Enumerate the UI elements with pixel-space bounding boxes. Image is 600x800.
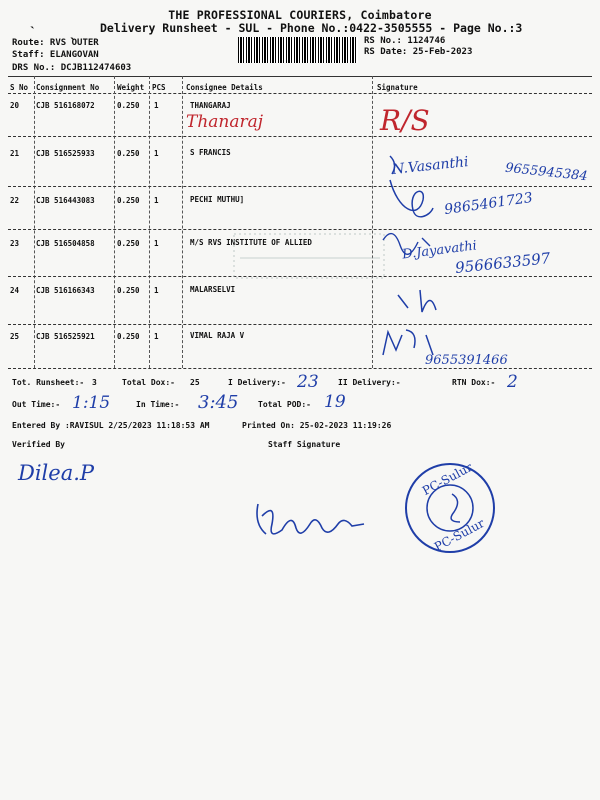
row-consignment: CJB 516443083 bbox=[36, 196, 95, 205]
total-pod-label: Total POD:- bbox=[258, 400, 311, 409]
handwritten-name: Thanaraj bbox=[186, 112, 264, 132]
row-consignment: CJB 516166343 bbox=[36, 286, 95, 295]
row-weight: 0.250 bbox=[117, 196, 140, 205]
row-pcs: 1 bbox=[154, 286, 159, 295]
stamp-bottom-text: PC-Sulur bbox=[431, 516, 487, 554]
row-sno: 22 bbox=[10, 196, 20, 205]
in-time-value: 3:45 bbox=[198, 392, 239, 413]
staff-signature-label: Staff Signature bbox=[268, 440, 341, 449]
signature-mark: R/S bbox=[380, 104, 430, 137]
row-sno: 20 bbox=[10, 101, 20, 110]
row-consignee: S FRANCIS bbox=[190, 148, 231, 157]
row-consignee: VIMAL RAJA V bbox=[190, 331, 245, 340]
verified-signature: Dilea.P bbox=[18, 461, 95, 485]
drs-number: DRS No.: DCJB112474603 bbox=[12, 63, 132, 73]
row-consignee: M/S RVS INSTITUTE OF ALLIED bbox=[190, 238, 312, 247]
row-divider bbox=[8, 136, 592, 137]
staff-label: Staff: ELANGOVAN bbox=[12, 50, 99, 60]
row-sno: 21 bbox=[10, 149, 20, 158]
tick-mark: ˋ ˎ bbox=[30, 24, 77, 40]
row-consignment: CJB 516168072 bbox=[36, 101, 95, 110]
printed-on: Printed On: 25-02-2023 11:19:26 bbox=[242, 421, 392, 430]
signature-name: N.Vasanthi bbox=[391, 154, 470, 178]
i-delivery-value: 23 bbox=[297, 372, 319, 392]
row-consignment: CJB 516504858 bbox=[36, 239, 95, 248]
rs-number: RS No.: 1124746 bbox=[364, 36, 446, 46]
handwritten-phone: 9865461723 bbox=[443, 189, 534, 219]
row-consignee: MALARSELVI bbox=[190, 285, 236, 294]
total-pod-value: 19 bbox=[324, 392, 346, 412]
row-consignee: THANGARAJ bbox=[190, 101, 231, 110]
out-time-label: Out Time:- bbox=[12, 400, 61, 409]
row-consignment: CJB 516525921 bbox=[36, 332, 95, 341]
stamp-top-text: PC-Sulur bbox=[419, 460, 475, 498]
entered-by: Entered By :RAVISUL 2/25/2023 11:18:53 AM bbox=[12, 421, 210, 430]
row-weight: 0.250 bbox=[117, 101, 140, 110]
out-time-value: 1:15 bbox=[72, 393, 111, 413]
row-pcs: 1 bbox=[154, 149, 159, 158]
runsheet-subtitle: Delivery Runsheet - SUL - Phone No.:0422-3505555 - Page No.:3 bbox=[100, 21, 523, 35]
table-header-rule bbox=[8, 93, 592, 94]
table-bottom-rule bbox=[8, 368, 592, 369]
row-pcs: 1 bbox=[154, 332, 159, 341]
total-dox-label: Total Dox:- bbox=[122, 378, 175, 387]
col-header-signature: Signature bbox=[377, 83, 418, 92]
ii-delivery-label: II Delivery:- bbox=[338, 378, 401, 387]
signature-name: D.Jayavathi bbox=[401, 238, 478, 263]
rtn-dox-label: RTN Dox:- bbox=[452, 378, 496, 387]
row-sno: 24 bbox=[10, 286, 20, 295]
i-delivery-label: I Delivery:- bbox=[228, 378, 286, 387]
in-time-label: In Time:- bbox=[136, 400, 180, 409]
total-dox-value: 25 bbox=[190, 378, 200, 387]
handwritten-phone: 9655391466 bbox=[425, 353, 508, 368]
col-header-sno: S No bbox=[10, 83, 29, 92]
row-consignment: CJB 516525933 bbox=[36, 149, 95, 158]
row-pcs: 1 bbox=[154, 196, 159, 205]
tot-runsheet-value: 3 bbox=[92, 378, 97, 387]
row-weight: 0.250 bbox=[117, 149, 140, 158]
row-weight: 0.250 bbox=[117, 332, 140, 341]
row-weight: 0.250 bbox=[117, 286, 140, 295]
company-title: THE PROFESSIONAL COURIERS, Coimbatore bbox=[168, 8, 432, 22]
rs-date: RS Date: 25-Feb-2023 bbox=[364, 47, 473, 57]
row-consignee: PECHI MUTHU] bbox=[190, 195, 245, 204]
handwritten-phone: 9566633597 bbox=[454, 249, 552, 277]
rtn-dox-value: 2 bbox=[507, 372, 518, 392]
table-top-rule bbox=[8, 76, 592, 77]
row-pcs: 1 bbox=[154, 239, 159, 248]
barcode bbox=[238, 37, 358, 63]
verified-by-label: Verified By bbox=[12, 440, 65, 449]
signature-scribbles-icon bbox=[378, 150, 588, 360]
staff-signature-icon bbox=[252, 494, 372, 544]
col-header-pcs: PCS bbox=[152, 83, 166, 92]
row-sno: 23 bbox=[10, 239, 20, 248]
col-header-weight: Weight bbox=[117, 83, 145, 92]
col-header-consignee: Consignee Details bbox=[186, 83, 263, 92]
faint-stamp-icon bbox=[230, 228, 390, 288]
route-label: Route: RVS OUTER bbox=[12, 38, 99, 48]
tot-runsheet-label: Tot. Runsheet:- bbox=[12, 378, 85, 387]
row-weight: 0.250 bbox=[117, 239, 140, 248]
row-pcs: 1 bbox=[154, 101, 159, 110]
row-sno: 25 bbox=[10, 332, 20, 341]
handwritten-phone: 9655945384 bbox=[504, 160, 589, 185]
col-header-consignment: Consignment No bbox=[36, 83, 100, 92]
